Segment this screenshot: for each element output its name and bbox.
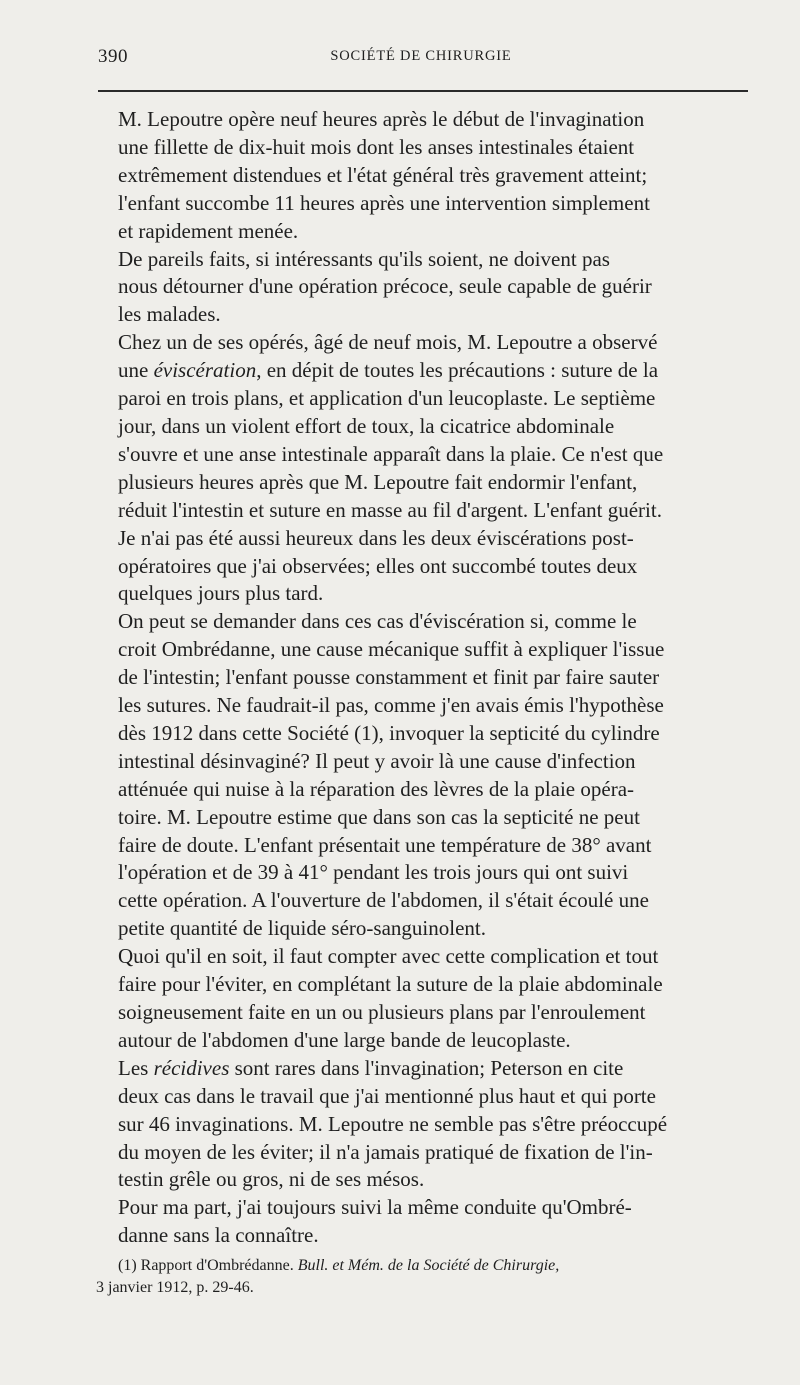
text-line [96, 357, 756, 385]
text-line: et rapidement menée. [118, 218, 299, 243]
paragraph-7 [96, 1055, 756, 1195]
text-line: nous détourner d'une opération précoce, seule capable de guérir [118, 274, 652, 299]
footnote-line [96, 1255, 756, 1277]
text-line: de l'intestin; l'enfant pousse constamment et finit par faire sauter [118, 665, 660, 690]
footnote-text: Rapport d'Ombrédanne. [136, 1257, 298, 1274]
footnote-line: 3 janvier 1912, p. 29-46. [96, 1279, 254, 1296]
text-line: du moyen de les éviter; il n'a jamais pratiqué de fixation de l'in- [118, 1139, 653, 1164]
page-number: 390 [98, 46, 128, 67]
text-line: l'opération et de 39 à 41° pendant les trois jours qui ont suivi [118, 860, 629, 885]
footnote-marker: (1) [118, 1257, 137, 1274]
text-line: l'enfant succombe 11 heures après une intervention simplement [118, 190, 650, 215]
text-line: croit Ombrédanne, une cause mécanique suffit à expliquer l'issue [118, 637, 665, 662]
text-line: sur 46 invaginations. M. Lepoutre ne semble pas s'être préoccupé [118, 1111, 668, 1136]
text-line: Pour ma part, j'ai toujours suivi la même conduite qu'Ombré- [118, 1195, 632, 1220]
text-run: sont rares dans l'invagination; Peterson en cite [229, 1055, 624, 1080]
text-line: les sutures. Ne faudrait-il pas, comme j'en avais émis l'hypothèse [118, 693, 664, 718]
paragraph-3 [96, 329, 756, 524]
header-rule [98, 90, 748, 92]
paragraph-8 [96, 1194, 756, 1250]
paragraph-4 [96, 525, 756, 609]
paragraph-5 [96, 608, 756, 943]
paragraph-1 [96, 106, 756, 246]
text-line: une fillette de dix-huit mois dont les anses intestinales étaient [118, 134, 635, 159]
italic-term-evisceration: éviscération [153, 358, 257, 383]
text-line: Quoi qu'il en soit, il faut compter avec cette complication et tout [118, 944, 659, 969]
paragraph-6 [96, 943, 756, 1055]
text-line: extrêmement distendues et l'état général très gravement atteint; [118, 162, 648, 187]
text-line: atténuée qui nuise à la réparation des lèvres de la plaie opéra- [118, 776, 635, 801]
text-line: petite quantité de liquide séro-sanguinolent. [118, 916, 486, 941]
footnote [96, 1255, 756, 1299]
text-line: intestinal désinvaginé? Il peut y avoir là une cause d'infection [118, 748, 636, 773]
text-line: De pareils faits, si intéressants qu'ils soient, ne doivent pas [118, 246, 610, 271]
text-line: les malades. [118, 302, 221, 327]
text-run: , en dépit de toutes les précautions : suture de la [256, 358, 659, 383]
text-line: s'ouvre et une anse intestinale apparaît dans la plaie. Ce n'est que [118, 441, 664, 466]
text-run: une [118, 358, 154, 383]
text-line: deux cas dans le travail que j'ai mentionné plus haut et qui porte [118, 1083, 656, 1108]
running-title: SOCIÉTÉ DE CHIRURGIE [330, 48, 512, 64]
text-line: Je n'ai pas été aussi heureux dans les deux éviscérations post- [118, 525, 634, 550]
text-line: plusieurs heures après que M. Lepoutre fait endormir l'enfant, [118, 469, 638, 494]
text-line: quelques jours plus tard. [118, 581, 324, 606]
text-line: Chez un de ses opérés, âgé de neuf mois, M. Lepoutre a observé [118, 330, 658, 355]
footnote-journal-title: Bull. et Mém. de la Société de Chirurgie, [297, 1257, 560, 1274]
italic-term-recidives: récidives [153, 1055, 230, 1080]
text-line: danne sans la connaître. [118, 1223, 319, 1248]
text-line: autour de l'abdomen d'une large bande de leucoplaste. [118, 1027, 571, 1052]
text-line: soigneusement faite en un ou plusieurs plans par l'enroulement [118, 1000, 646, 1024]
text-line: testin grêle ou gros, ni de ses mésos. [118, 1167, 425, 1192]
text-line: M. Lepoutre opère neuf heures après le début de l'invagination [118, 107, 645, 131]
body-text [96, 106, 756, 1250]
text-line: faire de doute. L'enfant présentait une température de 38° avant [118, 832, 652, 857]
text-run: Les [118, 1055, 154, 1080]
text-line [96, 1055, 756, 1083]
text-line: cette opération. A l'ouverture de l'abdomen, il s'était écoulé une [118, 888, 649, 913]
text-line: réduit l'intestin et suture en masse au fil d'argent. L'enfant guérit. [118, 497, 662, 522]
text-line: On peut se demander dans ces cas d'éviscération si, comme le [118, 609, 637, 634]
text-line: opératoires que j'ai observées; elles ont succombé toutes deux [118, 553, 638, 578]
text-line: faire pour l'éviter, en complétant la suture de la plaie abdominale [118, 972, 663, 997]
text-line: paroi en trois plans, et application d'un leucoplaste. Le septième [118, 386, 656, 411]
paragraph-2 [96, 246, 756, 330]
text-line: toire. M. Lepoutre estime que dans son cas la septicité ne peut [118, 804, 640, 829]
text-line: jour, dans un violent effort de toux, la cicatrice abdominale [118, 413, 615, 438]
text-line: dès 1912 dans cette Société (1), invoquer la septicité du cylindre [118, 720, 660, 745]
